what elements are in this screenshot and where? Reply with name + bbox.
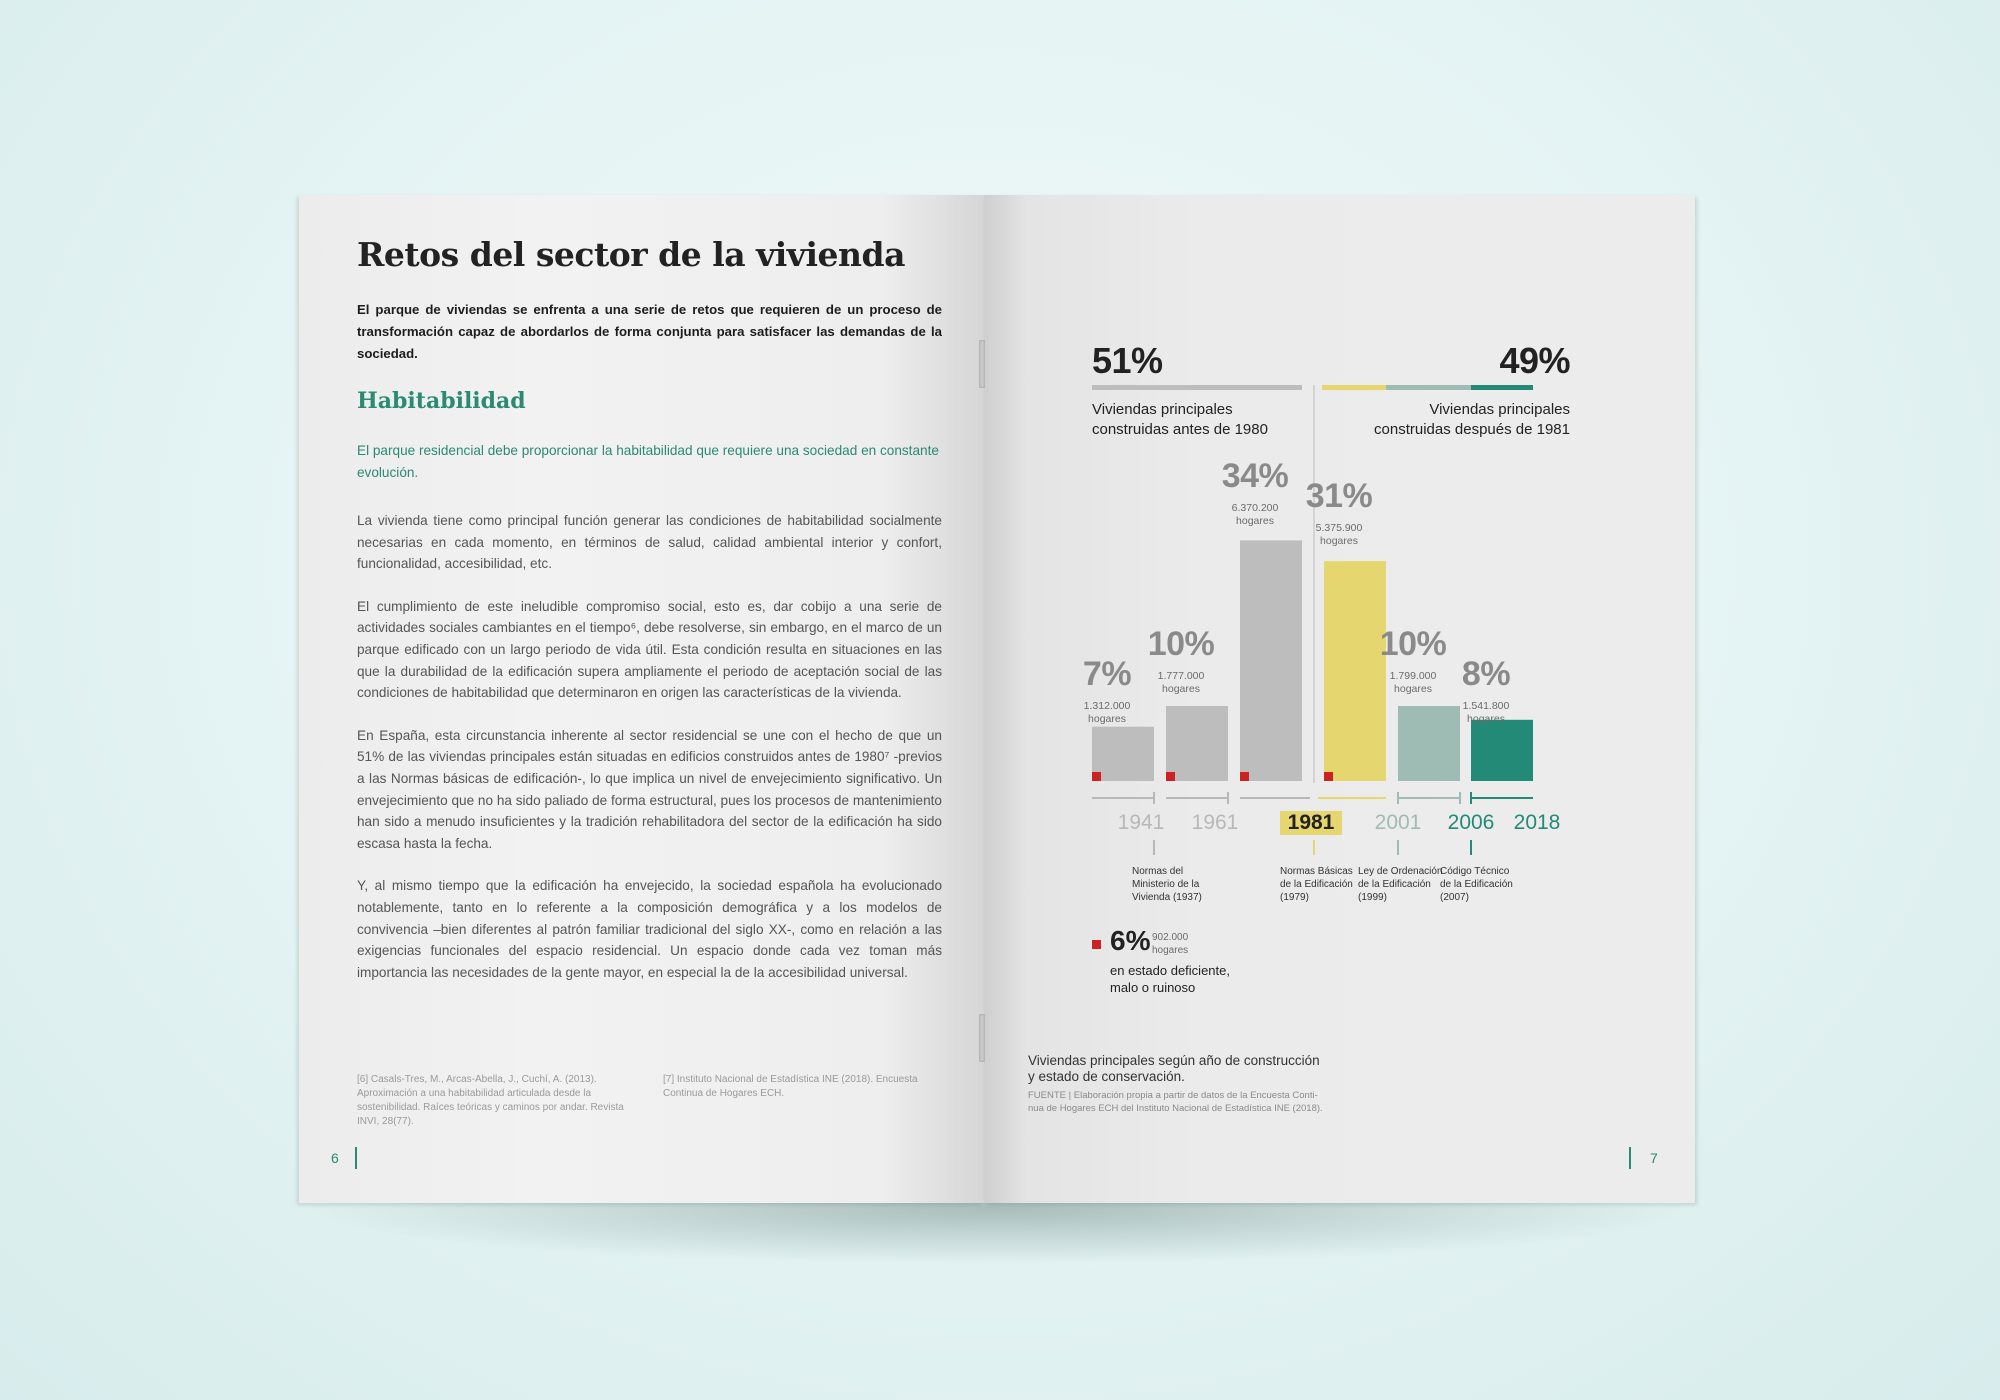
- bar-count: 5.375.900: [1315, 522, 1363, 534]
- regulation-line: Ministerio de la: [1132, 879, 1200, 890]
- summary-before-line2: construidas antes de 1980: [1092, 421, 1268, 438]
- bar-pct-label: 34%: [1221, 457, 1289, 495]
- footnote-7: [7] Instituto Nacional de Estadística INE (2018). Encuesta Continua de Hogares ECH.: [663, 1074, 918, 1099]
- paragraph: En España, esta circunstancia inherente al sector residencial se une con el hecho de que un 51% de las viviendas principales están situadas en edificios construidos antes de 1980⁷ -previos a las Normas básicas de edificación-, lo que implica un nivel de envejecimiento significativo. Un envejecimiento que no ha sido paliado de forma estructural, pues los procesos de mantenimiento han sido a menudo insuficientes y la tradición rehabilitadora del sector de la edificación ha sido escasa hasta la fecha.: [357, 727, 942, 851]
- lead-text: El parque residencial debe proporcionar la habitabilidad que requiere una sociedad en constante evolución.: [357, 443, 939, 480]
- bar: [1240, 540, 1302, 781]
- right-page: [984, 195, 1695, 1203]
- bar-unit: hogares: [1320, 535, 1358, 547]
- deficient-marker: [1240, 772, 1249, 781]
- bar: [1092, 727, 1154, 781]
- footnote-6: [6] Casals-Tres, M., Arcas-Abella, J., Cuchí, A. (2013). Aproximación a una habitabilidad articulada desde la sostenibilidad. Raíces teóricas y caminos por andar. Revista INVI, 28(77).: [357, 1074, 624, 1127]
- caption-line1: Viviendas principales según año de construcción: [1028, 1053, 1320, 1068]
- year-label: 2006: [1447, 811, 1495, 834]
- section-title: Habitabilidad: [357, 388, 526, 414]
- regulation-line: de la Edificación: [1358, 879, 1431, 890]
- regulation-line: (1999): [1358, 892, 1387, 903]
- bar-count-label: [1441, 700, 1531, 726]
- bar-count-label: [1210, 502, 1300, 528]
- bar-unit: hogares: [1162, 683, 1200, 695]
- deficient-marker: [1092, 772, 1101, 781]
- regulation-line: de la Edificación: [1440, 879, 1513, 890]
- summary-after-bar-segment: [1471, 385, 1533, 390]
- deficient-count: 902.000: [1152, 932, 1189, 943]
- bar: [1166, 706, 1228, 781]
- bar-pct-label: 10%: [1147, 625, 1215, 663]
- deficient-line2: malo o ruinoso: [1110, 980, 1196, 995]
- regulation-label: [1132, 865, 1202, 904]
- bar-pct-label: 7%: [1082, 655, 1132, 693]
- paragraph: Y, al mismo tiempo que la edificación ha envejecido, la sociedad española ha evolucionado notablemente, tanto en lo referente a la composición demográfica y a los modelos de convivencia –bien diferentes al patrón familiar tradicional del siglo XX-, como en relación a las exigencias funcionales del espacio residencial. Un espacio donde cada vez toman más importancia las necesidades de la gente mayor, en especial la de la accesibilidad universal.: [357, 878, 942, 980]
- year-label: 1961: [1191, 811, 1239, 834]
- regulation-line: Código Técnico: [1440, 866, 1510, 877]
- bar-pct-label: 8%: [1461, 655, 1511, 693]
- bar-unit: hogares: [1467, 713, 1505, 725]
- regulation-label: [1280, 865, 1353, 904]
- bar-unit: hogares: [1236, 515, 1274, 527]
- construction-year-chart: [984, 195, 1695, 1203]
- regulation-label: [1358, 865, 1443, 904]
- page-number-divider: [1629, 1147, 1631, 1169]
- year-label: 1941: [1117, 811, 1165, 834]
- paragraph: El cumplimiento de este ineludible compromiso social, esto es, dar cobijo a una serie de actividades sociales cambiantes en el tiempo⁶, debe resolverse, sin embargo, en el marco de un parque edificado con un largo periodo de vida útil. Esta condición resulta en situaciones en las que la durabilidad de la edificación supera ampliamente el periodo de aceptación social de las condiciones de habitabilidad que determinaron en origen las características de la vivienda.: [357, 598, 942, 701]
- summary-before-line1: Viviendas principales: [1092, 401, 1233, 418]
- source-line2: nua de Hogares ECH del Instituto Nacional de Estadística INE (2018).: [1028, 1103, 1323, 1114]
- regulation-line: Normas del: [1132, 866, 1184, 877]
- summary-after-bar-segment: [1386, 385, 1471, 390]
- body-text: [357, 510, 942, 1004]
- summary-before-bar: [1092, 385, 1302, 390]
- bar-count: 1.777.000: [1157, 670, 1205, 682]
- summary-after-pct: 49%: [1499, 340, 1570, 381]
- bar-count-label: [1294, 522, 1384, 548]
- year-label-highlight: 1981: [1280, 811, 1342, 835]
- deficient-count-label: [1152, 931, 1212, 957]
- bar-count: 1.541.800: [1462, 700, 1510, 712]
- bar: [1471, 720, 1533, 781]
- year-label: 2018: [1513, 811, 1561, 834]
- page-title: Retos del sector de la vivienda: [357, 235, 905, 274]
- chart-caption: [1028, 1053, 1320, 1085]
- source-line1: FUENTE | Elaboración propia a partir de datos de la Encuesta Conti-: [1028, 1090, 1318, 1101]
- paragraph: La vivienda tiene como principal función generar las condiciones de habitabilidad socialmente necesarias en cada momento, en términos de salud, calidad ambiental interior y confort, funcionalidad, accesibilidad, etc.: [357, 513, 942, 572]
- deficient-marker: [1166, 772, 1175, 781]
- regulation-line: (1979): [1280, 892, 1309, 903]
- summary-after-bar-segment: [1322, 385, 1386, 390]
- regulation-label: [1440, 865, 1513, 904]
- intro-text: El parque de viviendas se enfrenta a una serie de retos que requieren de un proceso de transformación capaz de abordarlos de forma conjunta para satisfacer las demandas de la sociedad.: [357, 302, 942, 361]
- bar-unit: hogares: [1088, 713, 1126, 725]
- staple-top: [979, 340, 985, 388]
- summary-after-line1: Viviendas principales: [1429, 401, 1570, 418]
- bar-pct-label: 31%: [1305, 477, 1373, 515]
- chart-source: [1028, 1089, 1323, 1115]
- regulation-line: Normas Básicas: [1280, 866, 1353, 877]
- regulation-line: (2007): [1440, 892, 1469, 903]
- deficient-legend-square: [1092, 940, 1101, 949]
- summary-after-line2: construidas después de 1981: [1374, 421, 1570, 438]
- bar-count-label: [1062, 700, 1152, 726]
- regulation-line: Vivienda (1937): [1132, 892, 1202, 903]
- regulation-line: Ley de Ordenación: [1358, 866, 1443, 877]
- page-number: 7: [1650, 1150, 1658, 1166]
- bar-count: 1.799.000: [1389, 670, 1437, 682]
- staple-bottom: [979, 1014, 985, 1062]
- regulation-line: de la Edificación: [1280, 879, 1353, 890]
- bar-count: 1.312.000: [1083, 700, 1131, 712]
- summary-before-pct: 51%: [1092, 340, 1163, 381]
- bar-unit: hogares: [1394, 683, 1432, 695]
- deficient-pct: 6%: [1110, 925, 1151, 956]
- page-number-divider: [355, 1147, 357, 1169]
- caption-line2: y estado de conservación.: [1028, 1069, 1185, 1084]
- bar-count-label: [1136, 670, 1226, 696]
- deficient-unit: hogares: [1152, 945, 1189, 956]
- deficient-line1: en estado deficiente,: [1110, 963, 1230, 978]
- deficient-description: [1110, 962, 1230, 996]
- page-number: 6: [331, 1150, 339, 1166]
- left-page: [299, 195, 984, 1203]
- year-label: 2001: [1374, 811, 1422, 834]
- deficient-marker: [1324, 772, 1333, 781]
- bar-pct-label: 10%: [1379, 625, 1447, 663]
- bar-count: 6.370.200: [1231, 502, 1279, 514]
